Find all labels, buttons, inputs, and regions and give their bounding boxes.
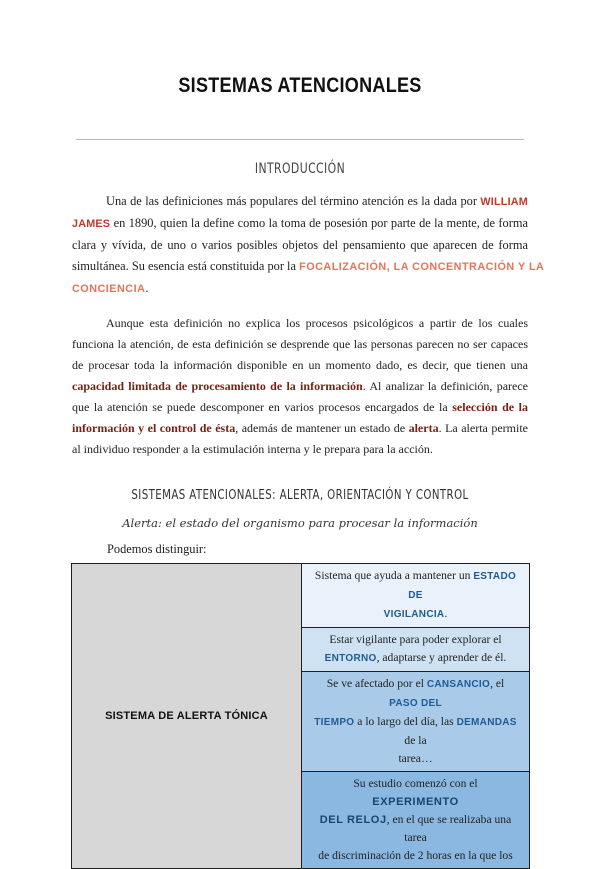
keyword-vigilancia: VIGILANCIA: [383, 609, 445, 620]
emphasis-capacidad: capacidad limitada de procesamiento de la información: [72, 379, 363, 393]
p2-text: , además de mantener un estado de: [235, 421, 409, 435]
cell-content: [302, 564, 529, 627]
p2-line-5: [72, 397, 528, 418]
p2-text: . Al analizar la definición, parece: [362, 379, 529, 393]
title-divider: [76, 139, 524, 140]
emphasis-seleccion: selección de la: [452, 400, 529, 414]
table-left-label: SISTEMA DE ALERTA TÓNICA: [72, 564, 302, 869]
page-title: SISTEMAS ATENCIONALES: [178, 74, 422, 97]
p2-line-1: Aunque esta definición no explica los procesos psicológicos a partir de los cuales: [106, 316, 528, 330]
p2-line-2: funciona la atención, de esta definición se desprende que las personas parecen no ser capaces: [72, 337, 528, 351]
cell-text: Estar vigilante para poder explorar el: [329, 633, 502, 646]
p1-line-5: [72, 278, 528, 300]
cell-text: Se ve afectado por el: [326, 677, 427, 690]
section-subheading: Alerta: el estado del organismo para procesar la información: [122, 516, 478, 530]
author-name-first: WILLIAM: [480, 196, 528, 208]
p1-text: simultánea. Su esencia está constituida por la: [72, 259, 300, 273]
cell-text: , el: [490, 677, 505, 690]
p2-text: que la atención se puede descomponer en varios procesos encargados de la: [72, 400, 453, 414]
cell-text: Su estudio comenzó con el: [353, 777, 478, 790]
p1-line-1: [72, 191, 528, 213]
p1-line-3: clara y vívida, de uno o varios posibles objetos del pensamiento que aparecen de forma: [72, 238, 528, 252]
keyword-demandas: DEMANDAS: [456, 717, 517, 728]
keyword-paso: PASO DEL: [389, 698, 442, 709]
p1-text: Una de las definiciones más populares del término atención es la dada por: [106, 194, 481, 208]
p2-line-3: de procesar toda la información disponible en un momento dado, es decir, que tienen una: [72, 358, 528, 372]
keyword-entorno: ENTORNO: [324, 653, 377, 664]
cell-text: Sistema que ayuda a mantener un: [314, 569, 474, 582]
p2-line-6: [72, 418, 528, 439]
cell-text: tarea…: [398, 752, 433, 765]
table-row: [72, 564, 530, 628]
keyword-estado: ESTADO DE: [408, 571, 517, 601]
p2-line-7: al individuo responder a la estimulación interna y le prepara para la acción.: [72, 442, 433, 456]
p1-line-4: [72, 256, 545, 278]
keyword-reloj: DEL RELOJ: [319, 814, 387, 826]
alerta-table: [71, 563, 530, 869]
section-heading: SISTEMAS ATENCIONALES: ALERTA, ORIENTACIÓN Y CONTROL: [131, 487, 469, 503]
cell-text: de la: [404, 734, 427, 747]
cell-text: de discriminación de 2 horas en la que los: [318, 849, 513, 862]
cell-text: a lo largo del día, las: [354, 715, 457, 728]
cell-content: [302, 672, 529, 771]
p1-text: .: [145, 281, 149, 295]
keyword-cansancio: CANSANCIO: [426, 679, 491, 690]
cell-text: , en el que se realizaba una tarea: [386, 813, 512, 844]
intro-paragraph-2: [72, 313, 528, 460]
emphasis-control: información y el control de ésta: [72, 421, 236, 435]
keyword-experimento: EXPERIMENTO: [372, 796, 459, 808]
cell-text: , adaptarse y aprender de él.: [376, 651, 507, 664]
cell-text: .: [444, 607, 448, 620]
author-name-last: JAMES: [72, 218, 111, 230]
emphasis-alerta: alerta: [408, 421, 439, 435]
lead-text: Podemos distinguir:: [107, 542, 207, 556]
p1-text: en 1890, quien la define como la toma de posesión por parte de la mente, de forma: [110, 216, 528, 230]
intro-paragraph-1: [72, 191, 545, 300]
cell-content: [302, 628, 529, 671]
key-concept-conciencia: CONCIENCIA: [72, 283, 146, 295]
intro-heading: INTRODUCCIÓN: [254, 161, 346, 177]
p1-line-2: [72, 213, 528, 235]
keyword-tiempo: TIEMPO: [314, 717, 355, 728]
table-cell-factores: [302, 672, 530, 772]
table-cell-experimento: [302, 772, 530, 869]
table-cell-vigilancia: [302, 564, 530, 628]
table-cell-entorno: [302, 628, 530, 672]
p2-line-4: [72, 376, 528, 397]
key-concepts: FOCALIZACIÓN, LA CONCENTRACIÓN Y LA: [299, 261, 545, 273]
p2-text: . La alerta permite: [438, 421, 528, 435]
cell-content: [302, 772, 529, 868]
